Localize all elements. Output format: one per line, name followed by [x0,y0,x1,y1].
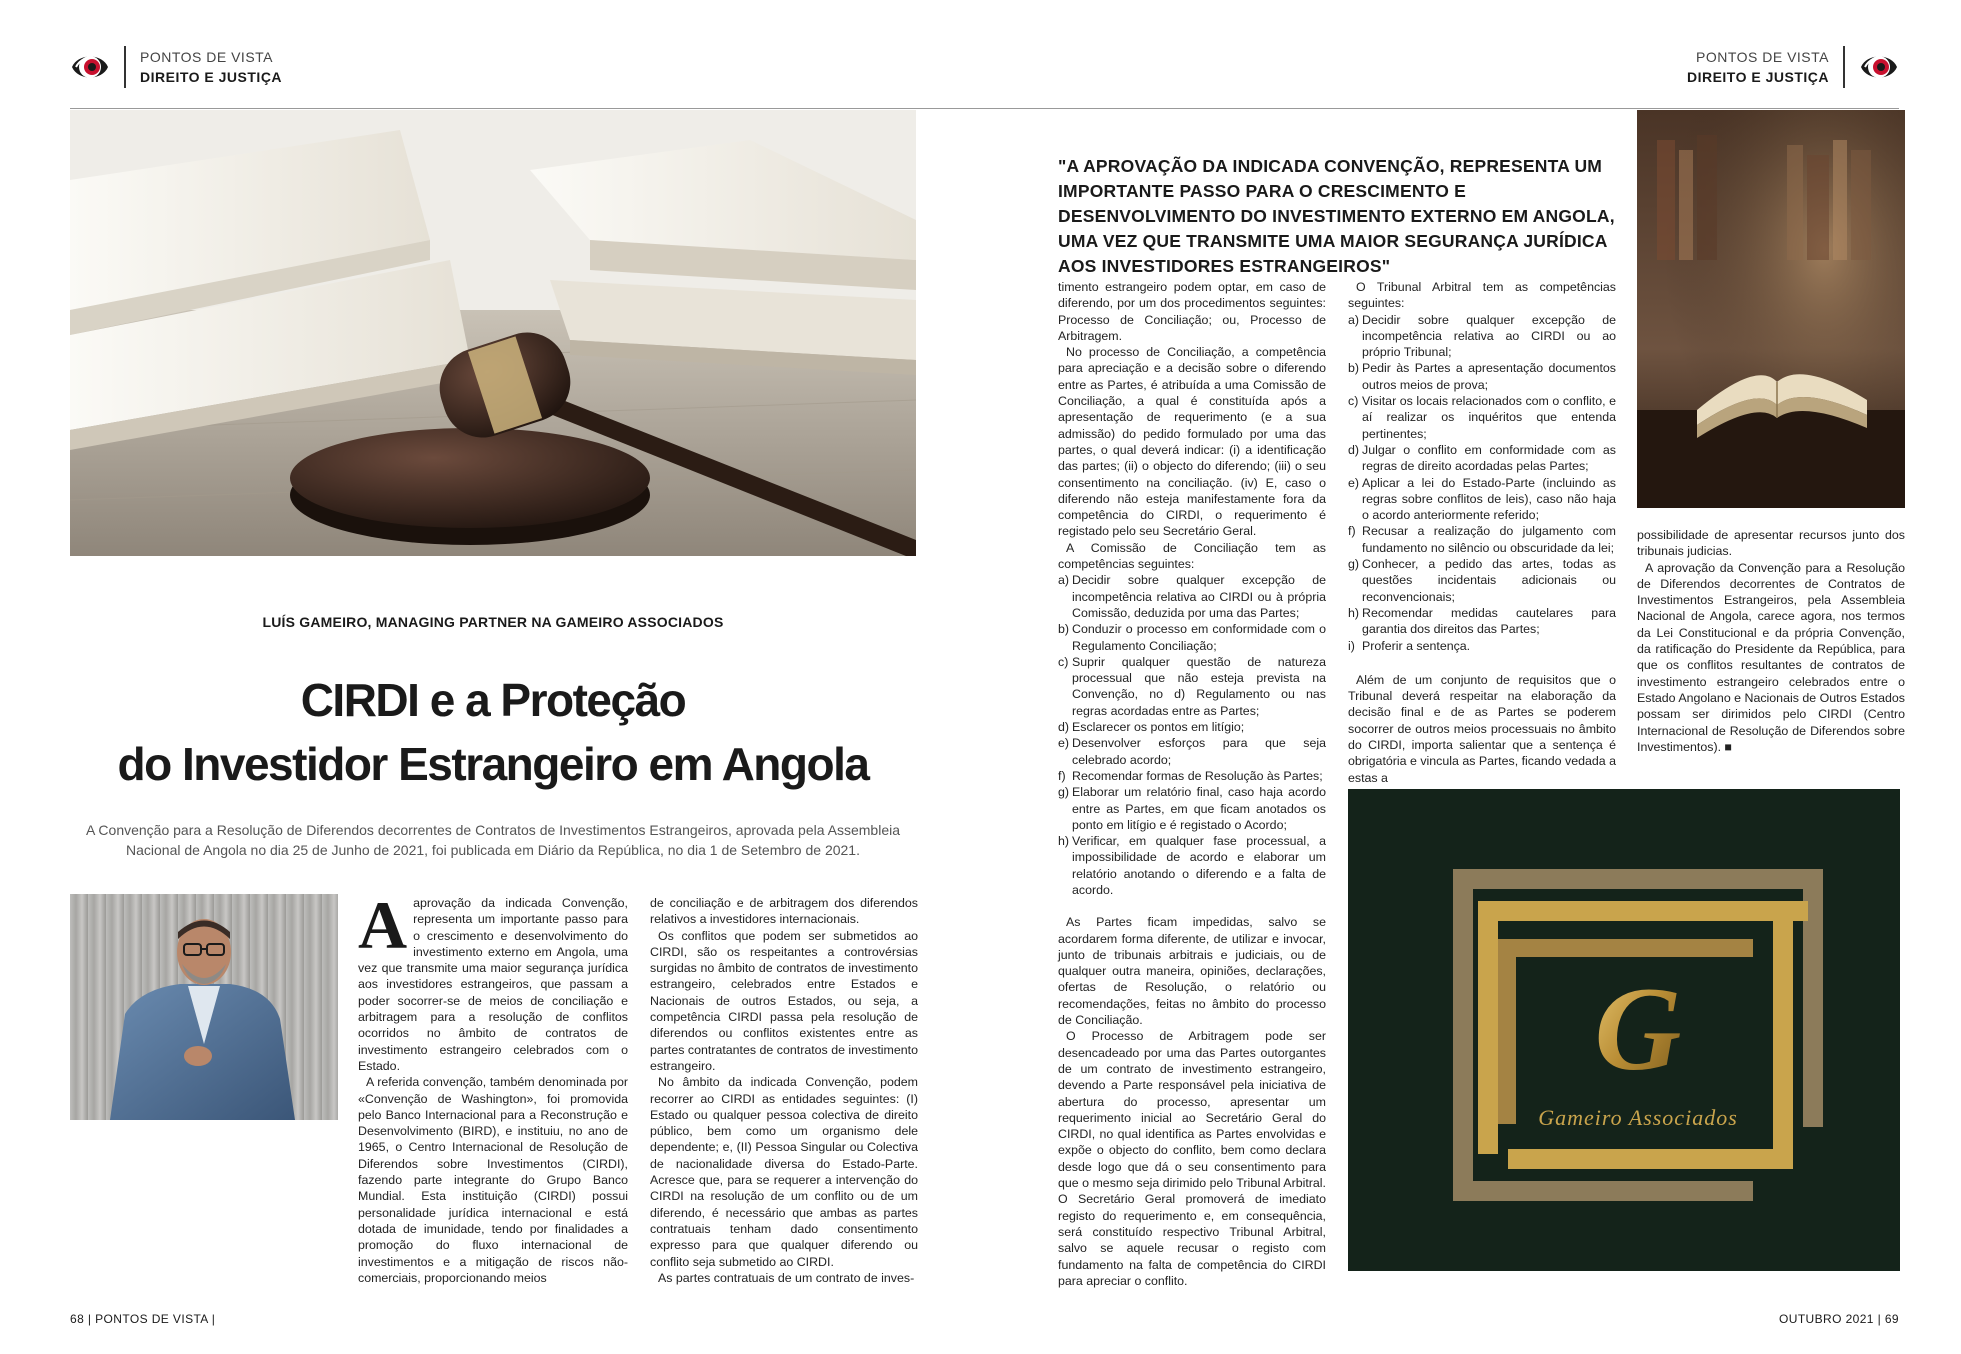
title-line-2: do Investidor Estrangeiro em Angola [117,738,869,790]
paragraph: As partes contratuais de um contrato de inves- [658,1270,915,1285]
arbitral-competences-list [1348,312,1616,654]
header-divider-right [1843,46,1845,88]
list-marker: f) [1058,768,1066,783]
paragraph: As Partes ficam impedidas, salvo se acordarem forma diferente, de utilizar e invocar, junto de tribunais arbitrais e judiciais, ou de qualquer outra maneira, opiniões, declarações, ofertas de Resolução, o relatório ou recomendações, feitas no âmbito do processo de Conciliação. [1058,915,1326,1028]
paragraph: A referida convenção, também denominada por «Convenção de Washington», foi promovida pelo Banco Internacional para a Reconstrução e Desenvolvimento (BIRD), e instituiu, no ano de 1965, o Centro Internacional de Resolução de Diferendos sobre Investimentos (CIRDI), fazendo parte integrante do Grupo Banco Mundial. Esta instituição (CIRDI) possui personalidade jurídica internacional e está dotada de imunidade, tendo por finalidades a promoção do fluxo internacional de investimentos e a mitigação de riscos não-comerciais, proporcionando meios [358,1075,628,1285]
list-item [1348,556,1616,605]
list-marker: i) [1348,638,1355,653]
paragraph: Os conflitos que podem ser submetidos ao CIRDI, são os respeitantes a controvérsias surgidas no âmbito de contratos de investimento estrangeiro, celebrados entre Estados e Nacionais de outros Estados, ou seja, a competência CIRDI passa pela resolução de diferendos ou conflitos existentes entre as partes contratantes de contratos de investimento estrangeiro. [650,928,918,1073]
list-text: Recomendar medidas cautelares para garantia dos direitos das Partes; [1362,605,1616,637]
list-text: Decidir sobre qualquer excepção de incompetência relativa ao CIRDI ou à própria Comissão, deduzida por uma das Partes; [1072,573,1326,620]
list-item [1058,621,1326,654]
page-footer-right: OUTUBRO 2021 | 69 [1779,1312,1899,1326]
body-column-4 [1348,279,1616,786]
list-item [1058,768,1326,784]
list-text: Esclarecer os pontos em litígio; [1072,720,1245,735]
list-marker: c) [1348,394,1359,409]
list-marker: f) [1348,524,1356,539]
list-marker: b) [1348,361,1360,376]
list-text: Recomendar formas de Resolução às Partes; [1072,768,1323,783]
list-text: Elaborar um relatório final, caso haja acordo entre as Partes, em que ficam anotados os ponto em litígio e é registado o Acordo; [1072,785,1326,832]
list-item [1348,360,1616,393]
list-marker: h) [1348,605,1360,620]
body-column-3 [1058,279,1326,1289]
list-item [1058,719,1326,735]
list-text: Suprir qualquer questão de natureza processual que não esteja prevista na Convenção, no d) Regulamento ou nas regras acordadas entre as Partes; [1072,654,1326,718]
list-marker: a) [1348,312,1360,327]
list-text: Pedir às Partes a apresentação documentos outros meios de prova; [1362,361,1616,392]
list-item [1348,605,1616,638]
paragraph: No processo de Conciliação, a competência para apreciação e a decisão sobre o diferendo entre as Partes, é atribuída a uma Comissão de Conciliação, a qual é constituída após a apresentação de requerimento (e a sua admissão) do pedido formulado por uma das partes, o qual deverá indicar: (i) a identificação das partes; (ii) o objecto do diferendo; (iii) o seu consentimento na conciliação. (iv) E, caso o diferendo não esteja manifestamente fora da competência do CIRDI, o requerimento é registado pelo seu Secretário Geral. [1058,345,1326,539]
conciliation-competences-list [1058,572,1326,898]
list-item [1348,393,1616,442]
author-portrait [70,894,338,1120]
paragraph: A aprovação da Convenção para a Resolução de Diferendos decorrentes de Contratos de Investimentos Estrangeiros, pela Assembleia Nacional de Angola, carece agora, nos termos da Lei Constitucional e da própria Convenção, da ratificação do Presidente da República, para que os conflitos resultantes de contratos de investimento estrangeiro celebrados entre o Estado Angolano e Nacionais de Outros Estados possam ser dirimidos pelo CIRDI (Centro Internacional de Resolução de Diferendos sobre Investimentos). ■ [1637,560,1905,754]
header-left [70,46,282,88]
logo-letter: G [1594,962,1682,1095]
list-marker: b) [1058,622,1070,637]
section-label: PONTOS DE VISTA [140,49,274,65]
paragraph: O Tribunal Arbitral tem as competências seguintes: [1348,280,1616,311]
list-text: Visitar os locais relacionados com o conflito, e aí realizar os inquéritos que entenda pertinentes; [1362,394,1616,441]
paragraph-text: aprovação da indicada Convenção, representa um importante passo para o crescimento e desenvolvimento do investimento externo em Angola, uma vez que transmite uma maior segurança jurídica aos investidores estrangeiros, que passam a poder socorrer-se de meios de conciliação e arbitragem para a resolução de conflitos ocorridos no âmbito de contratos de investimento estrangeiro celebrados com o Estado. [358,896,628,1073]
eye-logo-icon [70,47,110,87]
title-line-1: CIRDI e a Proteção [300,674,686,726]
paragraph: Além de um conjunto de requisitos que o Tribunal deverá respeitar na elaboração da decisão final e de as Partes se poderem socorrer de outros meios processuais no âmbito do CIRDI, importa salientar que a sentença é obrigatória e vincula as Partes, ficando vedada a estas a [1348,672,1616,785]
list-marker: a) [1058,573,1070,588]
list-text: Recusar a realização do julgamento com fundamento no silêncio ou obscuridade da lei; [1362,524,1616,555]
list-marker: e) [1058,736,1070,751]
header-text [140,47,282,87]
header-rule [70,108,1899,109]
gavel-books-photo [70,110,916,556]
list-marker: c) [1058,654,1069,669]
eye-logo-icon [1859,47,1899,87]
article-lede: A Convenção para a Resolução de Diferendos decorrentes de Contratos de Investimentos Estrangeiros, aprovada pela Assembleia Nacional de Angola no dia 25 de Junho de 2021, foi publicada em Diário da República, no dia 1 de Setembro de 2021. [85,822,901,858]
paragraph: No âmbito da indicada Convenção, podem recorrer ao CIRDI as entidades seguintes: (I) Estado ou qualquer pessoa colectiva de direito público, bem como um organismo dele dependente; e, (II) Pessoa Singular ou Colectiva de nacionalidade diversa do Estado-Parte. Acresce que, para se requerer a intervenção do CIRDI na resolução de um conflito ou de um diferendo, é necessário que ambas as partes contratuais tenham dado consentimento expresso para que qualquer diferendo ou conflito seja submetido ao CIRDI. [650,1075,918,1269]
list-item [1058,572,1326,621]
list-item [1058,735,1326,768]
gameiro-logo-ad [1348,789,1900,1271]
paragraph: de conciliação e de arbitragem dos diferendos relativos a investidores internacionais. [650,896,918,927]
list-item [1348,312,1616,361]
logo-name: Gameiro Associados [1538,1105,1738,1130]
header-right [1687,46,1899,88]
open-book-photo [1637,110,1905,508]
list-item [1348,638,1616,654]
list-item [1348,442,1616,475]
list-marker: d) [1348,442,1360,457]
article-title [70,668,916,796]
list-marker: g) [1058,785,1070,800]
header-divider [124,46,126,88]
list-item [1348,475,1616,524]
paragraph: A Comissão de Conciliação tem as competências seguintes: [1058,540,1326,572]
body-column-5 [1637,527,1905,755]
pull-quote: "A APROVAÇÃO DA INDICADA CONVENÇÃO, REPRESENTA UM IMPORTANTE PASSO PARA O CRESCIMENTO E DESENVOLVIMENTO DO INVESTIMENTO EXTERNO EM ANGOLA, UMA VEZ QUE TRANSMITE UMA MAIOR SEGURANÇA JURÍDICA AOS INVESTIDORES ESTRANGEIROS" [1058,156,1615,276]
body-column-2 [650,895,918,1286]
list-text: Verificar, em qualquer fase processual, a impossibilidade de acordo e elaborar um relatório anotando o diferendo e a falta de acordo. [1072,834,1326,897]
body-column-1 [358,887,628,1286]
list-marker: g) [1348,557,1360,572]
page-footer-left: 68 | PONTOS DE VISTA | [70,1312,216,1326]
paragraph: possibilidade de apresentar recursos junto dos tribunais judicias. [1637,528,1905,559]
header-text-right [1687,47,1829,87]
section-label-right: PONTOS DE VISTA [1695,49,1829,65]
list-text: Julgar o conflito em conformidade com as regras de direito acordadas pelas Partes; [1362,442,1616,474]
author-byline: LUÍS GAMEIRO, MANAGING PARTNER NA GAMEIRO ASSOCIADOS [262,614,724,630]
paragraph: timento estrangeiro podem optar, em caso de diferendo, por um dos procedimentos seguintes: Processo de Conciliação; ou, Processo de Arbitragem. [1058,280,1326,343]
subsection-label-right: DIREITO E JUSTIÇA [1686,69,1829,85]
list-marker: h) [1058,834,1070,849]
list-item [1058,654,1326,719]
list-marker: e) [1348,475,1360,490]
list-item [1058,784,1326,833]
subsection-label: DIREITO E JUSTIÇA [140,69,283,85]
list-text: Decidir sobre qualquer excepção de incompetência relativa ao CIRDI ou ao próprio Tribunal; [1362,312,1616,360]
drop-cap: A [358,887,408,963]
list-marker: d) [1058,720,1070,735]
list-item [1058,833,1326,898]
list-text: Aplicar a lei do Estado-Parte (incluindo as regras sobre conflitos de leis), caso não haja o acordo anteriormente referido; [1362,475,1616,523]
list-text: Proferir a sentença. [1362,638,1471,653]
list-text: Conhecer, a pedido das artes, todas as questões incidentais adicionais ou reconvencionais; [1362,557,1616,604]
list-item [1348,523,1616,556]
list-text: Conduzir o processo em conformidade com o Regulamento Conciliação; [1072,622,1326,653]
list-text: Desenvolver esforços para que seja celebrado acordo; [1072,736,1326,767]
paragraph: O Processo de Arbitragem pode ser desencadeado por uma das Partes outorgantes de um contrato de investimento estrangeiro, devendo a Parte responsável pela iniciativa de abertura do processo, apresentar um requerimento inicial ao Secretário Geral do CIRDI, no qual identifica as Partes envolvidas e expõe o objecto do conflito, bem como declara desde logo que dá o seu consentimento para que o mesmo seja dirimido pelo Tribunal Arbitral. O Secretário Geral promoverá de imediato registo do requerimento e, em consequência, será constituído respectivo Tribunal Arbitral, salvo se aquele recusar o registo com fundamento na falta de competência do CIRDI para apreciar o conflito. [1058,1029,1326,1288]
paragraph [358,887,628,1074]
